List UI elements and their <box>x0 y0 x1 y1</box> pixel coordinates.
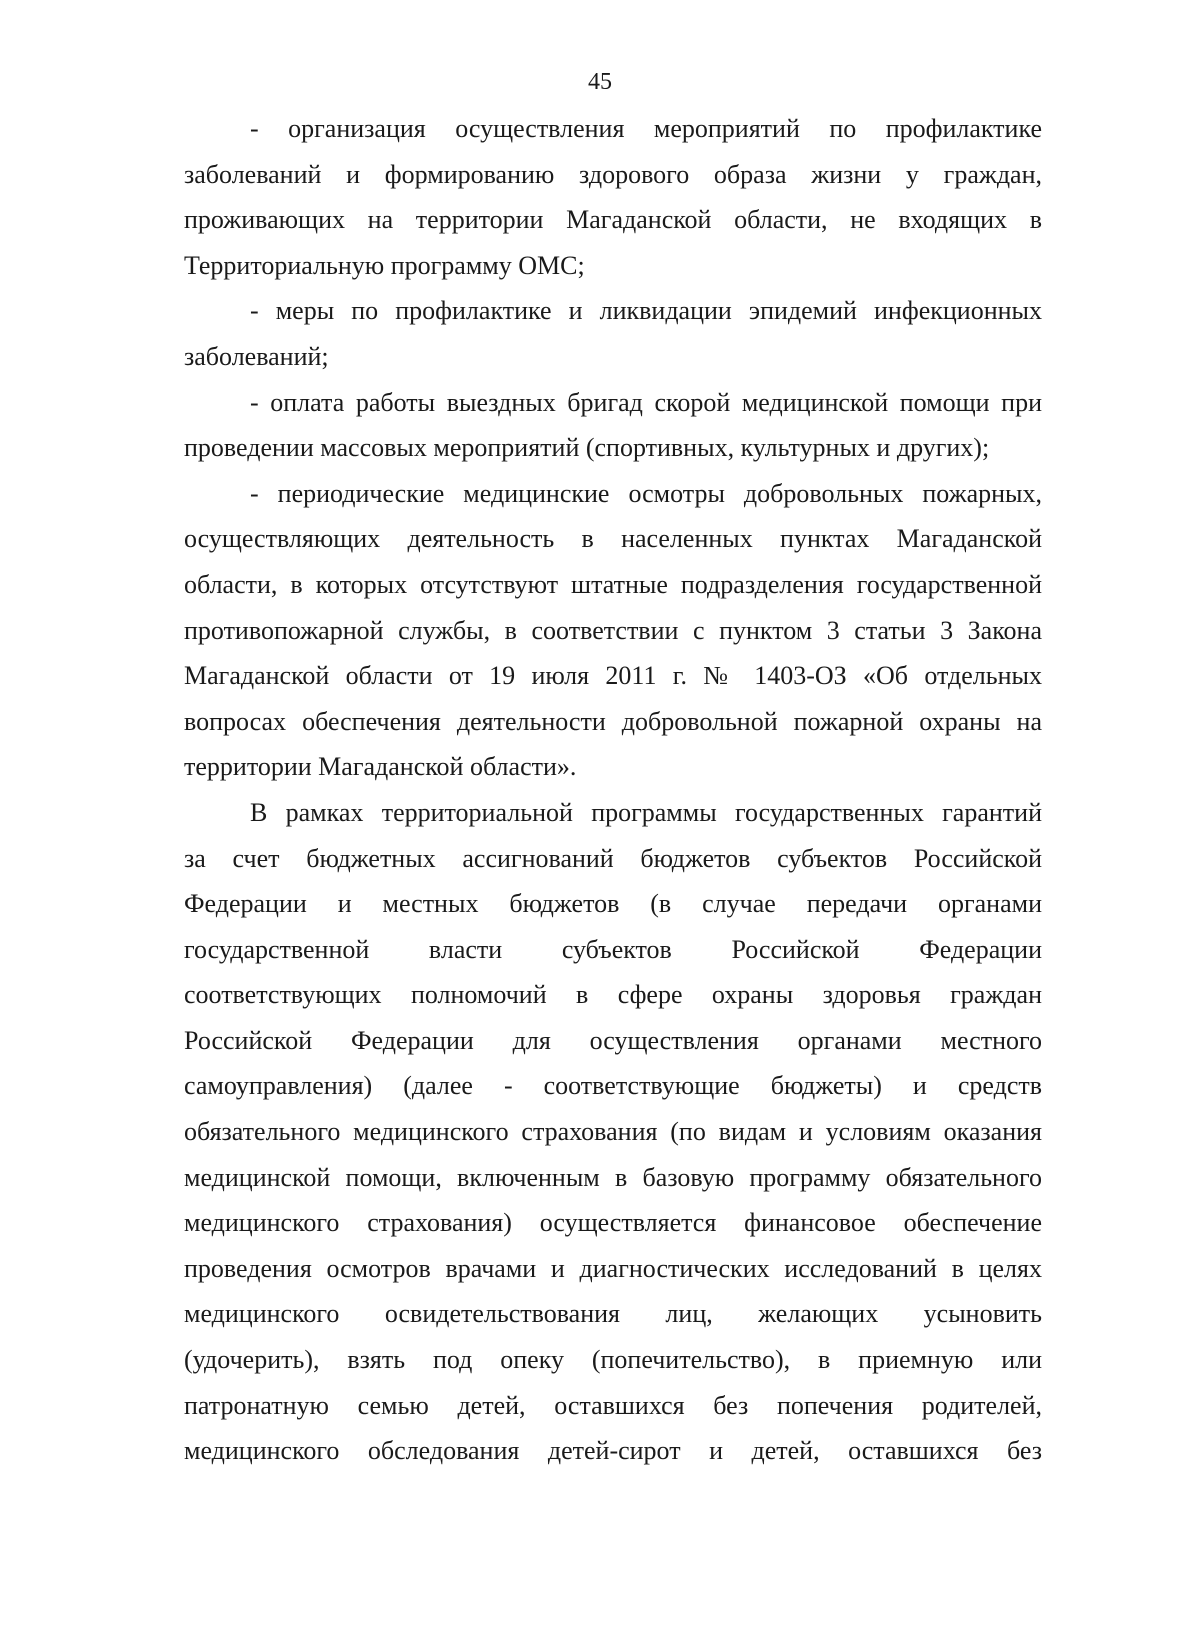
text-line: медицинской помощи, включенным в базовую программу обязательного <box>184 1162 1042 1192</box>
document-body <box>184 106 1042 1474</box>
text-line: Магаданской области от 19 июля 2011 г. № 1403-ОЗ «Об отдельных <box>184 661 1042 691</box>
text-line: обязательного медицинского страхования (по видам и условиям оказания <box>184 1117 1042 1147</box>
text-line: соответствующих полномочий в сфере охраны здоровья граждан <box>184 980 1042 1010</box>
text-line: области, в которых отсутствуют штатные подразделения государственной <box>184 569 1042 599</box>
text-line: проживающих на территории Магаданской области, не входящих в <box>184 205 1042 235</box>
text-line: государственной власти субъектов Российской Федерации <box>184 934 1042 964</box>
text-line: Территориальную программу ОМС; <box>184 250 585 280</box>
text-line: - периодические медицинские осмотры добровольных пожарных, <box>250 478 1042 508</box>
text-line: вопросах обеспечения деятельности добровольной пожарной охраны на <box>184 706 1042 736</box>
text-line: территории Магаданской области». <box>184 752 577 782</box>
text-line: патронатную семью детей, оставшихся без попечения родителей, <box>184 1390 1042 1420</box>
text-line: медицинского освидетельствования лиц, желающих усыновить <box>184 1299 1042 1329</box>
text-line: В рамках территориальной программы государственных гарантий <box>250 797 1042 827</box>
text-line: - меры по профилактике и ликвидации эпидемий инфекционных <box>250 296 1042 326</box>
text-line: за счет бюджетных ассигнований бюджетов субъектов Российской <box>184 843 1042 873</box>
text-line: проведении массовых мероприятий (спортивных, культурных и других); <box>184 433 990 463</box>
text-line: противопожарной службы, в соответствии с пунктом 3 статьи 3 Закона <box>184 615 1042 645</box>
text-line: проведения осмотров врачами и диагностических исследований в целях <box>184 1253 1042 1283</box>
text-line: Федерации и местных бюджетов (в случае передачи органами <box>184 889 1042 919</box>
text-line: заболеваний; <box>184 341 329 371</box>
text-line: Российской Федерации для осуществления органами местного <box>184 1025 1042 1055</box>
text-line: медицинского обследования детей-сирот и детей, оставшихся без <box>184 1436 1042 1466</box>
text-line: заболеваний и формированию здорового образа жизни у граждан, <box>184 159 1042 189</box>
text-line: самоуправления) (далее - соответствующие бюджеты) и средств <box>184 1071 1042 1101</box>
page-number: 45 <box>588 69 612 95</box>
text-line: - оплата работы выездных бригад скорой медицинской помощи при <box>250 387 1042 417</box>
text-line: (удочерить), взять под опеку (попечительство), в приемную или <box>184 1345 1042 1375</box>
text-line: осуществляющих деятельность в населенных пунктах Магаданской <box>184 524 1042 554</box>
text-line: медицинского страхования) осуществляется финансовое обеспечение <box>184 1208 1042 1238</box>
text-line: - организация осуществления мероприятий по профилактике <box>250 114 1042 143</box>
